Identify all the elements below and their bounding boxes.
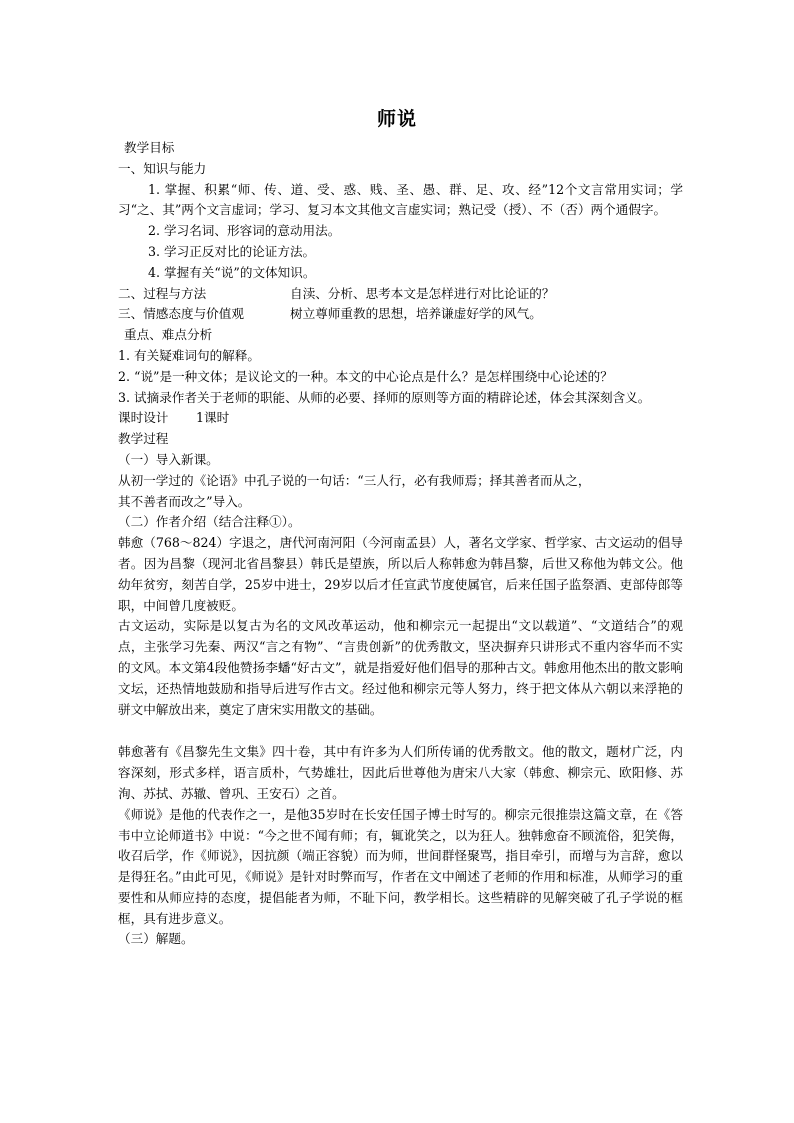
shishuo-paragraph: 《师说》是他的代表作之一，是他35岁时在长安任国子博士时写的。柳宗元很推崇这篇文章，在《答韦中立论师道书》中说：“今之世不闻有师；有，辄讹笑之，以为狂人。独韩愈奋不顾流俗，犯笑侮，收召后学，作《师说》，因抗颜（端正容貌）而为师，世间群怪聚骂，指目牵引，而增与为言辞，愈以是得狂名。”由此可见，《师说》是针对时弊而写，作者在文中阐述了老师的作用和标准，从师学习的重要性和从师应持的态度，提倡能者为师，不耻下问，教学相长。这些精辟的见解突破了孔子学说的框框，具有进步意义。 [118,806,683,926]
objective-item-4: 4. 掌握有关“说”的文体知识。 [148,264,316,280]
section2-label: 二、过程与方法 [118,285,207,301]
keypoint-1: 1. 有关疑难词句的解释。 [118,347,260,363]
step3-heading: （三）解题。 [118,931,194,947]
lesson-design-value: 1课时 [196,410,230,426]
page-title: 师说 [376,108,417,130]
works-paragraph: 韩愈著有《昌黎先生文集》四十卷，其中有许多为人们所传诵的优秀散文。他的散文，题材广泛，内容深刻，形式多样，语言质朴，气势雄壮，因此后世尊他为唐宋八大家（韩愈、柳宗元、欧阳修、苏洵、苏拭、苏辙、曾巩、王安石）之首。 [118,744,683,801]
lesson-design-label: 课时设计 [118,410,169,426]
author-paragraph: 韩愈（768～824）字退之，唐代河南河阳（今河南孟县）人，著名文学家、哲学家、古文运动的倡导者。因为昌黎（现河北省昌黎县）韩氏是望族，所以后人称韩愈为韩昌黎，后世又称他为韩文公。他幼年贫穷，刻苦自学，25岁中进士，29岁以后才任宣武节度使属官，后来任国子监祭酒、吏部侍郎等职，中间曾几度被贬。 [118,535,683,613]
keypoints-heading: 重点、难点分析 [124,327,213,343]
section2-row [118,284,683,305]
process-heading: 教学过程 [118,431,169,447]
keypoint-3: 3. 试摘录作者关于老师的职能、从师的必要、择师的原则等方面的精辟论述，体会其深刻含义。 [118,389,651,405]
objectives-heading: 教学目标 [124,140,175,155]
step2-heading: （二）作者介绍（结合注释①）。 [118,514,301,530]
section3-label: 三、情感态度与价值观 [118,306,244,322]
objective-item-2: 2. 学习名词、形容词的意动用法。 [148,223,341,239]
section2-text: 自渎、分析、思考本文是怎样进行对比论证的？ [290,285,555,301]
objective-item-3: 3. 学习正反对比的论证方法。 [148,243,316,259]
paragraph-gap [118,720,683,742]
section3-text: 树立尊师重教的思想，培养谦虚好学的风气。 [290,306,542,322]
movement-paragraph: 古文运动，实际是以复古为名的文风改革运动，他和柳宗元一起提出“文以载道”、“文道结合”的观点，主张学习先秦、两汉“言之有物”、“言贵创新”的优秀散文，坚决摒弃只讲形式不重内容华而不实的文风。本文第4段他赞扬李蟠“好古文”，就是指爱好他们倡导的那种古文。韩愈用他杰出的散文影响文坛，还热情地鼓励和指导后进写作古文。经过他和柳宗元等人努力，终于把文体从六朝以来浮艳的骈文中解放出来，奠定了唐宋实用散文的基础。 [118,618,683,717]
step1-line-1: 从初一学过的《论语》中孔子说的一句话：“三人行，必有我师焉；择其善者而从之， [118,472,591,488]
objective-item-1 [118,180,683,222]
section1-heading: 一、知识与能力 [118,160,207,176]
step1-line-2: 其不善者而改之”导入。 [118,493,251,509]
document-body [118,138,683,950]
step1-heading: （一）导入新课。 [118,451,219,467]
section3-row [118,304,683,325]
keypoint-2: 2. “说”是一种文体；是议论文的一种。本文的中心论点是什么？是怎样围绕中心论述的？ [118,368,613,384]
objective-item-1-text: 1. 掌握、积累“师、传、道、受、惑、贱、圣、愚、群、足、攻、经”12个文言常用实词；学习“之、其”两个文言虚词；学习、复习本文其他文言虚实词；熟记受（授）、不（否）两个通假字。 [118,181,683,218]
lesson-design-row [118,408,683,429]
